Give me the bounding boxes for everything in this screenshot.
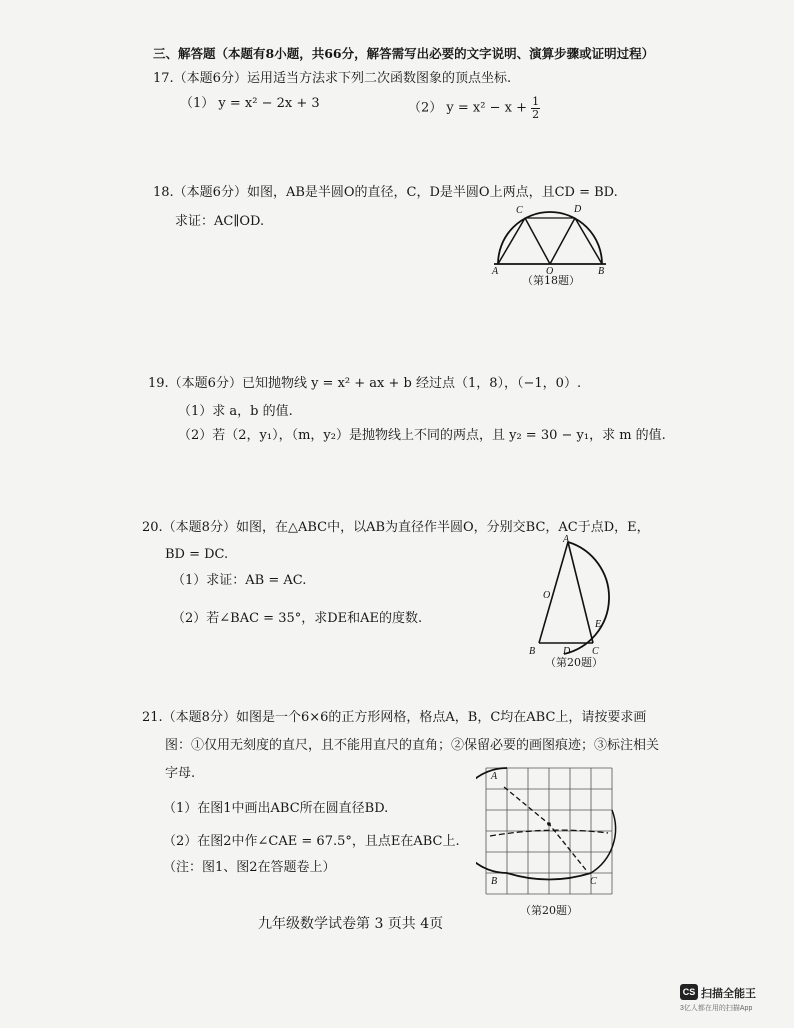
- q19-part2: （2）若（2，y₁），（m，y₂）是抛物线上不同的两点，且 y₂ = 30 − y₁，求 m 的值.: [178, 428, 666, 443]
- q21-line3: 字母.: [165, 766, 196, 781]
- q21-label-b: B: [491, 876, 498, 887]
- q21-title: 21.（本题8分）如图是一个6×6的正方形网格，格点A，B，C均在ABC上，请按要求画: [142, 710, 647, 725]
- q20-label-a: A: [563, 534, 570, 545]
- q20-label-c: C: [592, 646, 599, 657]
- q20-label-o: O: [543, 590, 551, 601]
- q18-title: 18.（本题6分）如图，AB是半圆O的直径，C，D是半圆O上两点，且CD = BD.: [153, 185, 618, 200]
- q18-label-d: D: [574, 204, 582, 215]
- q19-part1: （1）求 a，b 的值.: [178, 404, 293, 419]
- q20-label-b: B: [529, 646, 536, 657]
- q21-label-c: C: [590, 876, 597, 887]
- q20-part2: （2）若∠BAC = 35°，求DE和AE的度数.: [172, 611, 423, 626]
- q18-segment-ac: [498, 218, 525, 264]
- q18-label-a: A: [492, 266, 499, 276]
- q21-arc-left: [476, 768, 507, 873]
- q18-segment-db: [575, 218, 602, 264]
- q17-part2-expr: （2） y = x² − x +: [408, 100, 527, 116]
- q21-center-point: [547, 822, 551, 826]
- q21-label-a: A: [491, 771, 498, 782]
- q18-segment-od: [550, 218, 575, 264]
- page-footer: 九年级数学试卷第 3 页共 4页: [258, 916, 444, 932]
- q18-label-b: B: [598, 266, 605, 276]
- q21-construction-line: [504, 787, 586, 870]
- scanner-tagline: 3亿人都在用的扫描App: [680, 1005, 753, 1012]
- q17-part2: [408, 96, 540, 120]
- q17-title: 17.（本题6分）运用适当方法求下列二次函数图象的顶点坐标.: [153, 71, 512, 86]
- q21-caption: （第20题）: [520, 904, 578, 917]
- q20-figure: [525, 530, 615, 658]
- q21-part1: （1）在图1中画出ABC所在圆直径BD.: [163, 801, 389, 816]
- q20-label-d: D: [563, 646, 571, 657]
- q20-caption: （第20题）: [545, 656, 603, 669]
- q21-note: （注：图1、图2在答题卷上）: [163, 860, 336, 875]
- q20-part1: （1）求证：AB = AC.: [172, 573, 307, 588]
- q21-part2: （2）在图2中作∠CAE = 67.5°，且点E在ABC上.: [163, 834, 460, 849]
- q21-line2: 图：①仅用无刻度的直尺，且不能用直尺的直角；②保留必要的画图痕迹；③标注相关: [165, 738, 660, 753]
- section-header: 三、解答题（本题有8小题，共66分，解答需写出必要的文字说明、演算步骤或证明过程）: [153, 46, 655, 61]
- q20-label-e: E: [595, 619, 602, 630]
- scanner-app-name: 扫描全能王: [701, 988, 756, 1000]
- q18-label-c: C: [516, 205, 523, 216]
- q18-prove: 求证：AC∥OD.: [175, 214, 265, 229]
- q18-segment-co: [525, 218, 550, 264]
- q20-cont: BD = DC.: [165, 547, 229, 562]
- q17-fraction: [531, 96, 540, 120]
- q17-part1: （1） y = x² − 2x + 3: [180, 96, 320, 111]
- scanner-logo-icon: CS: [680, 984, 698, 1000]
- q17-fraction-numerator: 1: [532, 95, 540, 108]
- q20-side-ac: [568, 542, 593, 643]
- q18-figure: [488, 196, 613, 276]
- q18-caption: （第18题）: [522, 274, 580, 287]
- q18-label-o: O: [546, 266, 554, 276]
- q20-title: 20.（本题8分）如图，在△ABC中，以AB为直径作半圆O，分别交BC，AC于点D，E，: [142, 520, 650, 535]
- q19-title: 19.（本题6分）已知抛物线 y = x² + ax + b 经过点（1，8），（−1，0）.: [148, 376, 582, 391]
- q20-semicircle: [564, 542, 609, 654]
- q17-fraction-denominator: 2: [532, 107, 540, 121]
- q21-grid-figure: [476, 758, 621, 900]
